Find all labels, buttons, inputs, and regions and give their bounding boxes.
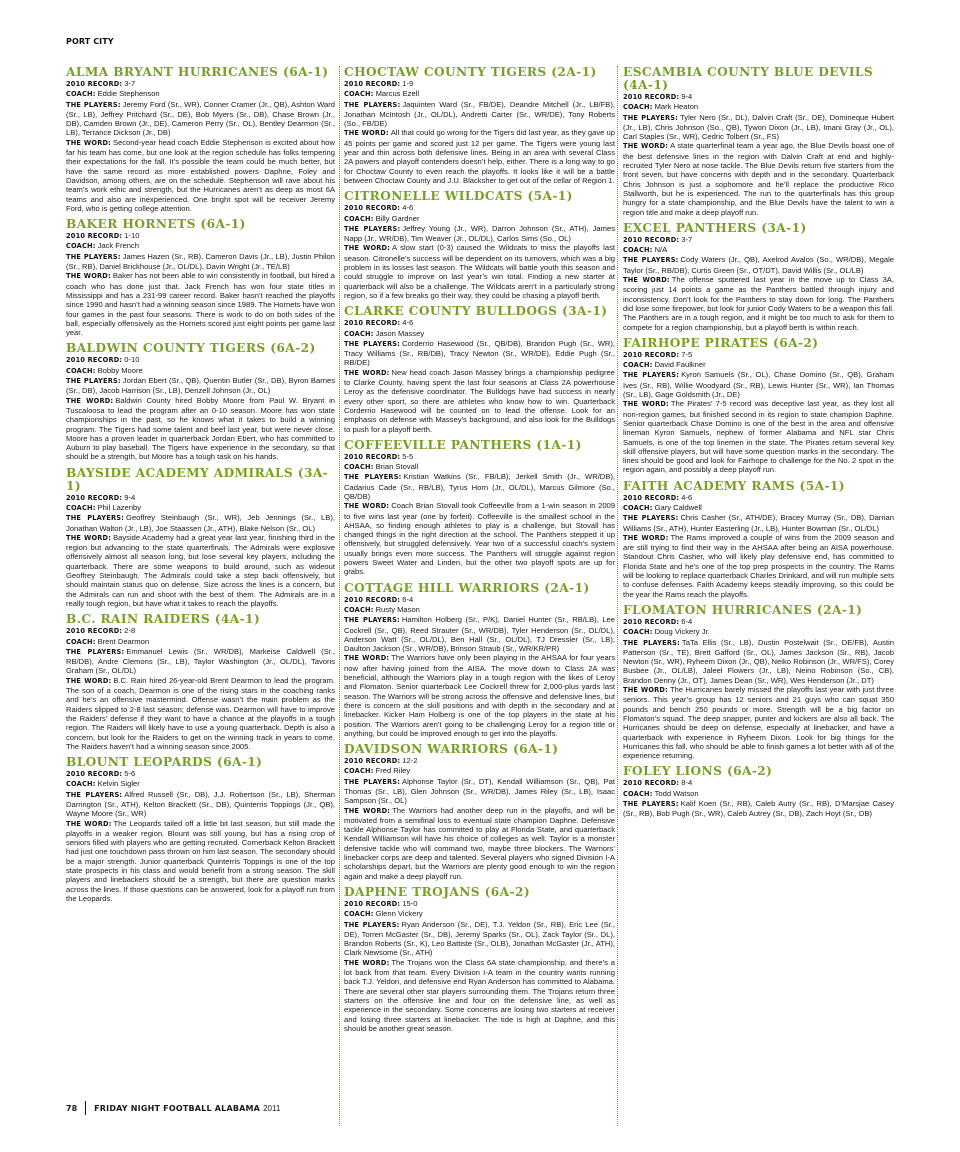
coach-label: COACH:	[66, 366, 96, 375]
record-label: 2010 RECORD:	[623, 93, 680, 101]
team-preview	[623, 66, 894, 217]
team-preview	[623, 337, 894, 475]
players-text: Tyler Nero (Sr., DL), Dalvin Craft (Sr., DE), Domineque Hubert (Jr., LB), Chris Johnson (So., QB), Tywon Dixon (Jr., LB), Imani Gray (Jr., OL), Carl Staples (Sr., WR), Cedric Tolbert (Sr., FS)	[623, 112, 894, 142]
word-label: THE WORD:	[66, 272, 111, 281]
record-label: 2010 RECORD:	[66, 493, 123, 502]
record-label: 2010 RECORD:	[66, 627, 123, 636]
players-row	[623, 638, 894, 685]
team-preview	[623, 765, 894, 818]
players-row	[344, 920, 615, 958]
word-row	[623, 141, 894, 216]
record-row	[66, 493, 335, 503]
record-row	[623, 493, 894, 503]
word-text: B.C. Rain hired 26-year-old Brent Dearmon to lead the program. The son of a coach, Dearmon is one of the rising stars in the coaching ranks and he’s an offensive mastermind. Offense wasn’t the main problem as the Raiders slipped to 2-8 last season; defense was. Dearmon will have to improve the Raiders’ defense if they want to have a chance at the playoffs in a tough region. The Raiders will likely have to use a young quarterback. Depth is also a concern, but look for the Raiders to get on the winning track in years to come. The Raiders haven’t had a winning season since 2005.	[66, 675, 335, 751]
players-label: THE PLAYERS:	[344, 616, 400, 625]
coach-label: COACH:	[344, 910, 374, 919]
players-text: TaTa Ellis (Sr., LB), Dustin Postelwait (Sr., DE/FB), Austin Patterson (Sr., TE), Brett Gafford (Sr., OL), James Jackson (Sr., RB), Jacob Newton (Sr., WR), Ryheem Dixon (Jr., QB), Neiko Robinson (Jr., WR/FS), Corey Busbee (Jr., OL/LB), Jaleel Flowers (Jr., LB), Neino Robinson (So., CB), Brandon Denny (Jr., OT), James Dean (Sr., WR), Wes Henderson (Jr., DT)	[623, 637, 894, 685]
record-text: 12-2	[402, 756, 418, 766]
record-text: 3-7	[124, 79, 136, 88]
team-name: DAVIDSON WARRIORS (6A-1)	[344, 742, 559, 757]
coach-text: Gary Caldwell	[654, 502, 702, 512]
coach-row	[344, 329, 615, 339]
record-text: 5-5	[402, 451, 414, 461]
record-text: 9-4	[681, 92, 693, 101]
coach-row	[623, 360, 894, 370]
word-text: The Leopards tailed off a little bit last season, but still made the playoffs in a weaker region. Blount was still young, but has a rising crop of seniors filled with players who are getting recruited. Cornerback Kelton Brackett had just one touchdown pass thrown on him last season. The secondary should be a major strength. Junior quarterback Quinterris Toppings is one of the top state prospects in his class and would benefit from a strong season. The skill players and linebackers should be a strength, but there are question marks across the lines. If those questions can be answered, look for a playoff run from the Leopards.	[66, 818, 335, 903]
coach-row	[344, 462, 615, 472]
word-label: THE WORD:	[344, 806, 391, 815]
players-text: Jeremy Ford (Sr., WR), Conner Cramer (Jr., QB), Ashton Ward (Sr., LB), Jeffrey Pritchard (Sr., DE), Bob Myers (Sr., DB), Chase Brown (Jr., DB), Camden Brown (Jr., DE), Cameron Perry (Sr., OL), Bentley Dearmon (Sr., LB), Terrance Dickson (Jr., DB)	[66, 99, 335, 138]
word-text: A slow start (0-3) caused the Wildcats to miss the playoffs last season. Citronelle’s success will be dependent on its turnovers, which was a big problem in its losses last season. The Wildcats will battle youth this season and could struggle to improve on last year’s win total. Finding a new starter at quarterback will also be a challenge. The Wildcats aren’t in a particularly strong region, so if a few breaks go their way, they could be chasing a playoff berth.	[344, 243, 615, 300]
section-label: PORT CITY	[66, 37, 114, 46]
word-text: Baker has not been able to win consistently in football, but hired a coach who has done just that. Jack French has won four state titles in Mississippi and has a 231-99 career record. Baker hasn’t reached the playoffs since 1990 and hasn’t had a winning season since 1989. The Hornets have won four games in the past four seasons. There is work to do on both sides of the ball, especially offensively as the Hornets scored just eight points per game last year.	[66, 271, 335, 338]
word-text: The Warriors had another deep run in the playoffs, and will be motivated from a semifinal loss to eventual state champion Daphne. Defensive tackle Alphonse Taylor has committed to play at Florida State, and quarterback Kendall Williamson will have his choice of colleges as well. Taylor is a monster defensive tackle who will command two, maybe three blockers. The Warriors’ linebacker corps are deep and talented. Several players who signed Division I-A scholarships depart, but the Warriors are plenty good enough to win the region again and make a deep playoff run.	[344, 805, 615, 881]
word-text: A state quarterfinal team a year ago, the Blue Devils boast one of the best defensive lines in the region with Dalvin Craft at end and highly-recruited Tyler Nero at nose tackle. The Blue Devils return five starters from the front seven, but have concerns with depth and in the secondary. Quarterback Chris Johnson is just a sophomore and he’ll replace the productive Rico Stallworth, but he is experienced. The run to the quarterfinals has this group hungry for a state championship, and the Blue Devils have the talent to win a region title and make a deep playoff run.	[623, 141, 894, 217]
record-text: 4-6	[681, 492, 693, 502]
coach-label: COACH:	[66, 780, 96, 789]
team-preview	[344, 66, 615, 185]
coach-row	[66, 779, 335, 789]
players-label: THE PLAYERS:	[344, 473, 402, 482]
players-label: THE PLAYERS:	[66, 790, 123, 799]
record-label: 2010 RECORD:	[344, 899, 401, 908]
coach-label: COACH:	[66, 90, 96, 99]
team-preview	[66, 467, 335, 609]
team-name: BLOUNT LEOPARDS (6A-1)	[66, 755, 263, 770]
record-label: 2010 RECORD:	[623, 779, 680, 788]
players-label: THE PLAYERS:	[344, 224, 401, 233]
word-label: THE WORD:	[623, 686, 668, 695]
word-row	[66, 819, 335, 904]
column-3	[623, 66, 894, 1096]
word-text: The Pirates’ 7-5 record was deceptive last year, as they lost all non-region games, but finished second in its region to state champion Daphne. Senior quarterback Chase Domino is one of the best in the area and offensive lineman Kyron Samuels, nephew of former Alabama and NFL star Chris Samuels, is one of the top linemen in the state. The Pirates return several key skill offensive players, but will have some question marks in the secondary. The lines should be good and look for Fairhope to challenge for the No. 2 spot in the region again, and possibly a deep playoff run.	[623, 399, 894, 475]
coach-text: Jack French	[97, 241, 139, 251]
players-row	[344, 339, 615, 368]
coach-label: COACH:	[623, 246, 653, 255]
record-row	[66, 769, 335, 779]
word-text: The Warriors have only been playing in the AHSAA for four years now after having joined from the AISA. The move down to Class 2A was beneficial, although the Warriors play in a tough region with the likes of Leroy and Flomaton. Senior quarterback Lee Cockrell threw for 2,000-plus yards last season. The Warriors will be strong across the offensive and defensive lines, but there is concern at the skill positions and with depth in the secondary and at linebacker. Kicker Ham Holberg is one of the top players in the state at his position. The Warriors aren’t going to be challenging Leroy for a region title or anything, but could be improved enough to get into the playoffs.	[344, 653, 615, 738]
word-text: Second-year head coach Eddie Stephenson is excited about how far his team has come, but one look at the region schedule has folks tempering their expectations for the fall. It’s possible the team could be much better, but have the same record as more established powers Daphne, Foley and Davidson, among others, are on the schedule. Stephenson will rave about his team’s work ethic and strength, but the Hurricanes aren’t as deep as most 6A teams and also are inexperienced. One bright spot will be receiver Jeremy Ford, who is getting college attention.	[66, 137, 335, 213]
record-text: 4-6	[402, 318, 414, 328]
team-name: CLARKE COUNTY BULLDOGS (3A-1)	[344, 304, 608, 319]
record-text: 2-8	[124, 626, 136, 636]
coach-text: Brian Stovall	[375, 462, 419, 472]
word-label: THE WORD:	[623, 276, 670, 285]
word-label: THE WORD:	[623, 400, 669, 409]
coach-label: COACH:	[344, 329, 374, 338]
players-label: THE PLAYERS:	[623, 371, 680, 380]
coach-text: Bobby Moore	[97, 365, 143, 375]
word-label: THE WORD:	[66, 396, 114, 405]
record-text: 4-6	[402, 203, 414, 213]
word-row	[623, 533, 894, 599]
coach-text: Fred Riley	[375, 766, 411, 776]
record-row	[66, 79, 335, 89]
coach-label: COACH:	[623, 628, 653, 637]
team-preview	[623, 480, 894, 599]
word-row	[344, 243, 615, 300]
record-row	[66, 231, 335, 241]
players-label: THE PLAYERS:	[623, 256, 679, 265]
record-label: 2010 RECORD:	[623, 617, 680, 626]
coach-text: Todd Watson	[654, 788, 699, 798]
coach-label: COACH:	[344, 463, 374, 472]
team-name: EXCEL PANTHERS (3A-1)	[623, 220, 807, 235]
players-label: THE PLAYERS:	[344, 777, 401, 786]
coach-text: Jason Massey	[375, 328, 425, 338]
coach-row	[66, 503, 335, 513]
players-label: THE PLAYERS:	[623, 514, 679, 523]
players-text: Jeffrey Young (Jr., WR), Darron Johnson (Sr., ATH), James Napp (Jr., WR/DB), Tim Weaver (Jr., OL/DL), Carlos Sims (So., OL)	[344, 223, 615, 244]
team-preview	[623, 604, 894, 760]
players-label: THE PLAYERS:	[66, 647, 125, 656]
team-name: ESCAMBIA COUNTY BLUE DEVILS (4A-1)	[623, 66, 874, 92]
coach-label: COACH:	[623, 503, 653, 512]
word-label: THE WORD:	[623, 533, 669, 542]
word-row	[66, 676, 335, 751]
team-name: DAPHNE TROJANS (6A-2)	[344, 884, 531, 899]
coach-label: COACH:	[623, 361, 653, 370]
word-label: THE WORD:	[344, 958, 390, 967]
team-preview	[66, 218, 335, 337]
column-divider	[339, 66, 340, 1126]
players-text: Kalif Koen (Sr., RB), Caleb Autry (Sr., RB), D’Marsjae Casey (Sr., RB), Bob Pugh (Sr., WR), Caleb Autrey (Sr., DB), Zach Hoyt (Sr., DB)	[623, 799, 894, 819]
record-label: 2010 RECORD:	[66, 770, 123, 779]
record-text: 8-4	[681, 778, 693, 788]
word-row	[66, 396, 335, 462]
record-text: 6-4	[402, 594, 414, 604]
team-preview	[66, 342, 335, 461]
word-label: THE WORD:	[66, 138, 111, 147]
players-label: THE PLAYERS:	[66, 514, 125, 523]
players-text: Kristian Watkins (Sr., FB/LB), Jerkell Smith (Jr., WR/DB), Cadarius Cade (Sr., RB/LB), Tyrus Horn (Jr., OL/DL), Marcus Gilmore (So., QB/DB)	[344, 472, 615, 501]
record-row	[344, 899, 615, 909]
word-label: THE WORD:	[66, 676, 112, 685]
record-text: 6-4	[681, 616, 693, 626]
coach-label: COACH:	[66, 242, 96, 251]
players-label: THE PLAYERS:	[623, 638, 680, 647]
word-text: Baldwin County hired Bobby Moore from Paul W. Bryant in Tuscaloosa to lead the program after an 0-10 season. Moore has won state championships in the past, so he knows what it takes to build a winning program. The Tigers had some talent and beef last year, but were never close. Moore has a proven leader in quarterback Jordan Ebert, who has committed to Auburn to play baseball. The Tigers have experience in the secondary, so that should be a strength, but Moore has a tough task on his hands.	[66, 395, 335, 462]
players-text: Alphonse Taylor (Sr., DT), Kendall Williamson (Sr., QB), Pat Thomas (Sr., LB), Glen Johnson (Sr., WR/DB), James Riley (Sr., LB), Isaac Sampson (Sr., OL)	[344, 776, 615, 806]
footer-divider	[85, 1101, 86, 1115]
word-label: THE WORD:	[344, 244, 391, 253]
coach-label: COACH:	[623, 789, 653, 798]
word-text: Bayside Academy had a great year last year, finishing third in the region but advancing to the state quarterfinals. The Admirals were explosive offensively almost all season long, but lose several key players, including the quarterback. There are some weapons to build around, such as wideout Geoffrey Steinbaugh. The Admirals could take a step back offensively, but should maintain status quo on defense. Size across the lines is a concern, but the Admirals can run and shoot with the best of them. The Admirals are in a really tough region, but have what it takes to reach the playoffs.	[66, 532, 335, 608]
word-text: The Rams improved a couple of wins from the 2009 season and are still trying to find their way in the AHSAA after being an AISA powerhouse. Standout Chris Casher, who will likely play defensive end, has committed to Florida State and he’s one of the top prep prospects in the country. The Rams will be looking to replace quarterback Charles Drinkard, and will run multiple sets to confuse defenses. Faith Academy keeps steadily improving, so this could be the year the Rams reach the playoffs.	[623, 532, 894, 599]
coach-row	[344, 214, 615, 224]
record-text: 3-7	[681, 234, 693, 244]
publication-name: FRIDAY NIGHT FOOTBALL ALABAMA	[94, 1103, 261, 1113]
players-row	[344, 615, 615, 653]
record-row	[66, 355, 335, 365]
coach-text: Doug Vickery Jr.	[654, 627, 710, 637]
players-row	[344, 777, 615, 806]
players-text: Corderrio Hasewood (Sr., QB/DB), Brandon Pugh (Sr., WR), Tracy Williams (Sr., RB/DB), Tracy Newton (Sr., WR/DE), Eddie Pugh (Sr., RB/DE)	[344, 338, 615, 368]
team-name: CHOCTAW COUNTY TIGERS (2A-1)	[344, 66, 597, 79]
team-name: BAKER HORNETS (6A-1)	[66, 217, 246, 232]
players-row	[66, 513, 335, 533]
record-label: 2010 RECORD:	[344, 80, 401, 88]
coach-label: COACH:	[66, 503, 96, 512]
coach-label: COACH:	[344, 767, 374, 776]
team-name: COFFEEVILLE PANTHERS (1A-1)	[344, 437, 582, 452]
players-row	[66, 790, 335, 819]
record-text: 0-10	[124, 355, 140, 365]
team-preview	[344, 305, 615, 434]
record-text: 9-4	[124, 492, 136, 502]
page-number: 78	[66, 1103, 78, 1113]
team-name: FOLEY LIONS (6A-2)	[623, 764, 773, 779]
record-label: 2010 RECORD:	[344, 595, 401, 604]
word-row	[623, 399, 894, 474]
team-name: CITRONELLE WILDCATS (5A-1)	[344, 189, 573, 204]
word-text: The Trojans won the Class 6A state championship, and there’s a lot back from that team. Every Division I-A team in the country wants running back T.J. Yeldon, and defensive end Ryan Anderson has committed to Alabama. There are several other star players surrounding them. The Trojans return three starters on the offensive line and four on the defensive line, as well as experience in the secondary. Some concerns are losing two starters at receiver and losing three starters at linebacker. The tide is high at Daphne, and this should be another great season.	[344, 957, 615, 1033]
coach-row	[344, 766, 615, 776]
column-1	[66, 66, 335, 1096]
word-label: THE WORD:	[344, 654, 390, 663]
record-text: 5-6	[124, 769, 136, 779]
players-row	[66, 100, 335, 138]
players-row	[623, 255, 894, 275]
players-label: THE PLAYERS:	[66, 100, 121, 109]
players-row	[66, 647, 335, 676]
page-footer	[66, 1101, 280, 1115]
record-row	[344, 452, 615, 462]
coach-text: Phil Lazenby	[97, 502, 142, 512]
record-label: 2010 RECORD:	[344, 757, 401, 766]
players-row	[623, 799, 894, 819]
coach-label: COACH:	[344, 605, 374, 614]
team-name: FAIRHOPE PIRATES (6A-2)	[623, 335, 819, 350]
record-label: 2010 RECORD:	[344, 319, 401, 328]
players-text: Chris Casher (Sr., ATH/DE), Bracey Murray (Sr., DB), Darrian Williams (Sr., ATH), Hunter Easterling (Jr., LB), Hunter Bowman (Sr., OL/DL)	[623, 513, 894, 533]
coach-text: Rusty Mason	[375, 604, 420, 614]
word-label: THE WORD:	[66, 533, 112, 542]
coach-text: David Faulkner	[654, 360, 706, 370]
record-row	[623, 350, 894, 360]
publication-year: 2011	[263, 1103, 281, 1113]
coach-text: Mark Heaton	[654, 102, 699, 112]
players-label: THE PLAYERS:	[66, 377, 121, 386]
players-row	[623, 513, 894, 533]
record-row	[623, 778, 894, 788]
coach-text: Marcus Ezell	[375, 89, 420, 99]
record-text: 7-5	[681, 349, 693, 359]
players-label: THE PLAYERS:	[623, 800, 679, 808]
players-text: Geoffrey Steinbaugh (Sr., WR), Jeb Jennings (Sr., LB), Jonathan Walton (Jr., LB), Joe Staassen (Jr., ATH), Blake Nelson (Sr., OL)	[66, 513, 335, 533]
players-row	[623, 113, 894, 142]
team-preview	[344, 582, 615, 738]
players-label: THE PLAYERS:	[344, 920, 400, 929]
record-row	[344, 318, 615, 328]
coach-text: Brent Dearmon	[97, 636, 150, 646]
coach-row	[66, 241, 335, 251]
team-preview	[66, 66, 335, 213]
players-text: Alfred Russell (Sr., DB), J.J. Robertson (Sr., LB), Sherman Darrington (Sr., ATH), Kelton Brackett (Sr., DB), Quinterris Toppings (Jr., QB), Wayne Moore (Sr., WR)	[66, 789, 335, 819]
team-preview	[66, 756, 335, 903]
coach-text: Eddie Stephenson	[97, 89, 160, 99]
coach-text: Glenn Vickery	[375, 909, 423, 919]
players-label: THE PLAYERS:	[344, 100, 401, 109]
players-label: THE PLAYERS:	[623, 113, 679, 122]
record-label: 2010 RECORD:	[66, 232, 123, 241]
coach-label: COACH:	[66, 637, 96, 646]
record-label: 2010 RECORD:	[66, 356, 123, 365]
team-preview	[344, 190, 615, 300]
coach-row	[66, 637, 335, 647]
coach-row	[66, 366, 335, 376]
players-text: Ryan Anderson (Sr., DE), T.J. Yeldon (Sr., RB), Eric Lee (Sr., DE), Torren McGaster (Sr., DB), Jeremy Sparks (Sr., OL), Zack Taylor (Sr., DL), Brandon Roberts (Sr., K), Leo Battiste (Sr., OLB), Jonathan McGaster (Jr., ATH), Clark Newsome (Sr., ATH)	[344, 919, 615, 958]
record-row	[623, 617, 894, 627]
coach-text: Kelvin Sigler	[97, 779, 140, 789]
team-preview	[66, 613, 335, 751]
team-name: FAITH ACADEMY RAMS (5A-1)	[623, 478, 845, 493]
coach-text: Billy Gardner	[375, 213, 420, 223]
word-text: The Hurricanes barely missed the playoffs last year with just three seniors. This year’s group has 12 seniors and 21 guys who can squat 350 pounds and bench 250 pounds or more. Strength will be a big factor on Flomaton’s squad. The deep snapper, punter and kickers are also all back. The Hurricanes should be deep on defense, especially at linebacker, and have a quarterback with experience in Ryheem Dixon. Look for big things for the Hurricanes this fall, who should be able to finish games a lot better with all of the experience returning.	[623, 685, 894, 761]
team-name: FLOMATON HURRICANES (2A-1)	[623, 602, 863, 617]
word-row	[66, 533, 335, 608]
players-label: THE PLAYERS:	[66, 252, 121, 261]
column-divider	[617, 66, 618, 1126]
word-row	[344, 958, 615, 1033]
players-text: Kyron Samuels (Sr., OL), Chase Domino (Sr., QB), Graham Ives (Sr., RB), Willie Woodyard (Sr., RB), Lewis Hunter (Sr., WR), Ian Thomas (Sr., LB), Gage Goldsmith (Jr., DE)	[623, 370, 894, 400]
record-row	[344, 595, 615, 605]
word-row	[344, 501, 615, 576]
players-text: Emmanuel Lewis (Sr., WR/DB), Markeise Caldwell (Sr., RB/DB), Andre Clemons (Sr., LB), Taylor Washington (Jr., OL/DL), Tavoris Graham (Sr., OL/DL)	[66, 646, 335, 676]
word-text: The offense sputtered last year in the move up to Class 3A, scoring just 14 points a game as the Panthers battled through injury and inconsistency. Don’t look for the Panthers to stay down for long. The Panthers did lose some firepower, but look for junior Cody Waters to be a weapon this fall. The Panthers are in a tough region, and it might be too much to ask for them to compete for a region championship, but a playoff berth is within reach.	[623, 275, 894, 332]
team-preview	[344, 743, 615, 881]
players-text: Jordan Ebert (Sr., QB), Quentin Butler (Sr., DB), Byron Barnes (Sr., DB), Jacob Harrison (Sr., LB), Denzell Johnson (Jr., OL)	[66, 376, 335, 396]
team-name: ALMA BRYANT HURRICANES (6A-1)	[66, 66, 329, 79]
word-row	[66, 138, 335, 213]
players-row	[344, 100, 615, 129]
team-name: BAYSIDE ACADEMY ADMIRALS (3A-1)	[66, 465, 329, 493]
coach-row	[623, 503, 894, 513]
coach-row	[623, 245, 894, 255]
word-row	[344, 128, 615, 185]
coach-row	[344, 605, 615, 615]
word-row	[66, 271, 335, 337]
players-text: Hamilton Holberg (Sr., P/K), Daniel Hunter (Sr., RB/LB), Lee Cockrell (Sr., QB), Reed Strauter (Sr., WR/DB), Tyler Henderson (Sr., OL/DL), Anderson Watt (Sr., OL/DL), Ben Hall (Sr., OL/DL), TJ Dressler (Sr., LB), Daulton Jackson (Sr., WR/DB), Brinson Straub (Sr., WR/KR/PR)	[344, 615, 615, 654]
players-text: James Hazen (Sr., RB), Cameron Davis (Jr., LB), Justin Philon (Sr., RB), Daniel Brickhouse (Jr., OL/DL), Davin Wright (Jr., TE/LB)	[66, 251, 335, 272]
column-2	[344, 66, 615, 1096]
record-row	[344, 756, 615, 766]
team-name: COTTAGE HILL WARRIORS (2A-1)	[344, 580, 590, 595]
record-text: 15-0	[402, 898, 418, 908]
coach-text: N/A	[654, 245, 668, 255]
word-label: THE WORD:	[344, 502, 390, 511]
word-label: THE WORD:	[623, 142, 669, 151]
word-row	[344, 806, 615, 881]
word-label: THE WORD:	[344, 129, 389, 138]
record-text: 1-9	[402, 79, 414, 88]
players-row	[623, 370, 894, 399]
team-name: B.C. RAIN RAIDERS (4A-1)	[66, 612, 261, 627]
players-row	[344, 224, 615, 244]
word-label: THE WORD:	[344, 368, 390, 377]
record-label: 2010 RECORD:	[623, 350, 680, 359]
players-text: Cody Waters (Jr., QB), Axelrod Avalos (So., WR/DB), Megale Taylor (Sr., RB/DB), Curtis Green (Sr., OT/DT), David Willis (Sr., OL/LB)	[623, 255, 894, 275]
record-row	[623, 235, 894, 245]
coach-row	[344, 89, 615, 99]
word-text: All that could go wrong for the Tigers did last year, as they gave up 45 points per game and scored just 12 per game. The Tigers were young last year and thin across both defensive lines. Being in an area with several Class 2A powers and playoff contenders doesn’t help, either. There is a long way to go for Choctaw County to even reach the playoffs. It looks like it will be a battle between Choctaw County and J.U. Blacksher to get out of the cellar of Region 1.	[344, 128, 615, 185]
coach-row	[623, 627, 894, 637]
record-label: 2010 RECORD:	[623, 235, 680, 244]
coach-row	[623, 789, 894, 799]
players-row	[344, 472, 615, 501]
record-text: 1-10	[124, 231, 140, 241]
players-row	[66, 252, 335, 272]
coach-label: COACH:	[344, 214, 374, 223]
coach-row	[344, 909, 615, 919]
record-label: 2010 RECORD:	[623, 493, 680, 502]
coach-label: COACH:	[623, 103, 653, 112]
team-preview	[623, 222, 894, 332]
word-row	[623, 275, 894, 332]
team-name: BALDWIN COUNTY TIGERS (6A-2)	[66, 341, 316, 356]
word-text: Coach Brian Stovall took Coffeeville from a 1-win season in 2009 to five wins last year (one by forfeit). Coffeeville is the smallest school in the AHSAA, so finding enough athletes to play is a challenge, but Stovall has changed things in the right direction at the school. The Panthers stepped it up offensively, but struggled defensively. Year two of a successful coach’s system usually brings even more success. The Panthers will struggle against region powers Sweet Water and Linden, but the other two playoff spots are up for grabs.	[344, 501, 615, 577]
word-text: New head coach Jason Massey brings a championship pedigree to Clarke County, having spent the last four seasons at Class 2A powerhouse Leroy as the defensive coordinator. The Bulldogs have had success in nearly every other sport, so there are athletes who know how to win. Quarterback Corderrio Hasewood will be counted on to lead the offense. Look for an emphasis on defense with Massey’s background, and also look for the Bulldogs to push for a playoff berth.	[344, 367, 615, 434]
record-label: 2010 RECORD:	[344, 204, 401, 213]
players-label: THE PLAYERS:	[344, 339, 401, 348]
record-label: 2010 RECORD:	[344, 452, 401, 461]
record-row	[66, 626, 335, 636]
coach-row	[66, 89, 335, 99]
team-preview	[344, 886, 615, 1033]
record-row	[344, 203, 615, 213]
team-preview	[344, 439, 615, 577]
record-label: 2010 RECORD:	[66, 80, 123, 88]
record-row	[344, 79, 615, 89]
word-label: THE WORD:	[66, 819, 112, 828]
word-row	[344, 653, 615, 738]
word-row	[623, 685, 894, 760]
coach-row	[623, 102, 894, 112]
word-row	[344, 368, 615, 434]
coach-label: COACH:	[344, 90, 374, 99]
players-text: Jaquinten Ward (Sr., FB/DE), Deandre Mitchell (Jr., LB/FB), Jonathan McIntosh (Jr., OL/DL), Andretti Carter (Sr., WR/DE), Tony Roberts (So., FB/DE)	[344, 99, 615, 129]
record-row	[623, 92, 894, 102]
players-row	[66, 376, 335, 396]
